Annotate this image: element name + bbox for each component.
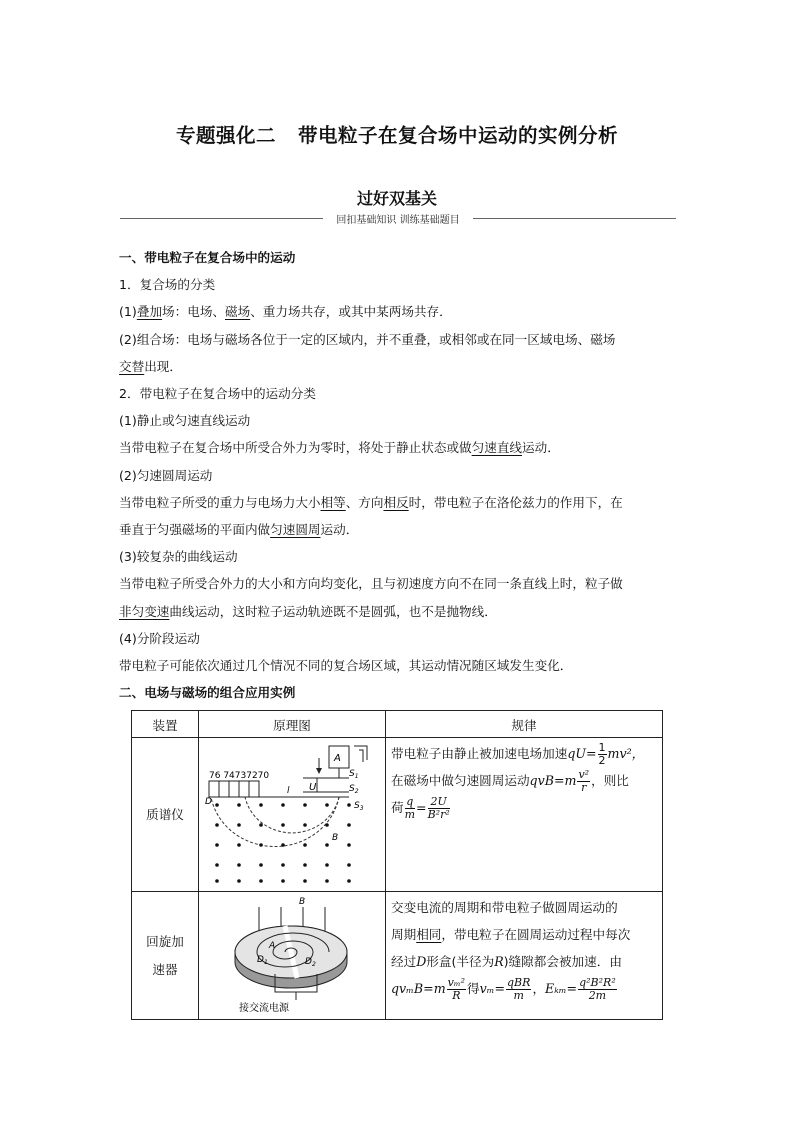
text: 出现． [144,358,182,374]
para-superposed-field [119,298,679,325]
s2-letter: S [349,784,355,794]
detector-scale [209,781,259,797]
law-line [391,921,658,948]
header-law: 规律 [386,711,663,738]
formula: R [494,954,504,969]
mass-spectrometer-diagram [199,738,386,892]
para-combined-field-1: (2)组合场：电场与磁场各位于一定的区域内，并不重叠，或相邻或在同一区域电场、磁场 [119,331,616,347]
s3-letter: S [354,801,360,811]
mass-spectrometer-law [386,738,663,892]
d1-letter: D [257,955,264,965]
denominator: r [581,781,587,794]
name-line: 速器 [152,961,178,977]
numerator: 2U [428,796,450,809]
d2-sub: 2 [311,961,316,968]
denominator: R [452,989,461,1002]
cyclotron-diagram [199,892,386,1020]
label-a: A [269,941,276,951]
s1-sub: 1 [354,773,359,780]
heading-1-1: 1．复合场的分类 [119,277,216,293]
text: )缝隙都会被加速．由 [503,954,622,969]
title-right: 带电粒子在复合场中运动的实例分析 [298,124,619,147]
text: 在磁场中做匀速圆周运动 [391,773,530,788]
denominator: m [513,989,524,1002]
examples-table [131,710,663,1020]
denominator: 2 [598,754,606,767]
text: 曲线运动，这时粒子运动轨迹既不是圆弧，也不是抛物线． [169,603,497,619]
heading-1-2: 2．带电粒子在复合场中的运动分类 [119,386,316,402]
underlined-term: 磁场 [225,304,251,320]
name-line: 回旋加 [146,933,184,949]
para-circular-1 [119,489,679,516]
law-line: 交变电流的周期和带电粒子做圆周运动的 [391,900,618,915]
fraction [447,977,466,1002]
heading-1: 一、带电粒子在复合场中的运动 [119,250,296,265]
underlined-term: 非匀变速 [119,603,170,619]
text: 垂直于匀强磁场的平面内做 [119,522,271,538]
underlined-term: 匀速圆周 [270,522,321,538]
mass-spectrometer-svg [199,738,385,888]
cyclotron-law [386,892,663,1020]
section-subtitle: 回扣基础知识 训练基础题目 [336,215,460,226]
text: 经过 [391,954,417,969]
section-title: 过好双基关 [356,189,437,208]
device-name: 质谱仪 [132,738,199,892]
numerator: q²B²R² [579,976,616,989]
label-l: l [287,786,290,796]
text: 、方向 [345,494,384,510]
para-curve-2 [119,598,679,625]
text: 周期 [391,927,417,942]
sub-heading-4: (4)分阶段运动 [119,630,200,646]
sub-heading-2: (2)匀速圆周运动 [119,467,213,483]
header-device: 装置 [132,711,199,738]
ac-caption: 接交流电源 [239,1003,289,1014]
formula: mv²， [607,746,645,761]
formula: qvB=m [529,773,577,788]
denominator: 2m [588,989,607,1002]
text: 当带电粒子所受的重力与电场力大小 [119,494,321,510]
law-line [391,767,658,794]
label-a: A [334,753,341,764]
text: 、重力场共存，或其中某两场共存． [250,304,452,320]
text: 带电粒子由静止被加速电场加速 [391,746,568,761]
label-d: D [205,797,212,807]
formula: qvₘB=m [391,981,446,996]
trajectory-inner [245,797,339,833]
arrow-head [316,768,322,774]
scale-labels: 76 74737270 [209,771,270,781]
text: 运动． [320,522,359,538]
para-circular-2 [119,516,679,543]
table-header-row [132,711,663,738]
heading-2: 二、电场与磁场的组合应用实例 [119,685,296,701]
para-stage: 带电粒子可能依次通过几个情况不同的复合场区域，其运动情况随区域发生变化． [119,658,573,674]
underlined-term: 相等 [320,494,346,510]
cyclotron-svg [199,892,385,1016]
formula: Eₖₘ= [545,981,578,996]
d2-letter: D [305,957,312,967]
formula: qU= [567,746,597,761]
label-s2 [349,784,359,795]
numerator: q [406,795,414,808]
sub-heading-1: (1)静止或匀速直线运动 [119,413,251,429]
text: 场：电场、 [162,304,225,320]
text: 荷 [391,800,404,815]
denominator: m [404,808,416,821]
text: 形盒(半径为 [426,954,495,969]
underlined-term: 相同 [416,927,442,942]
fraction [578,977,617,1002]
law-line [391,740,658,767]
fraction [598,742,607,767]
label-b: B [299,897,306,907]
formula: D [416,954,427,969]
s2-sub: 2 [354,788,359,795]
text: ，带电粒子在圆周运动过程中每次 [441,927,631,942]
underlined-term: 交替 [119,358,145,374]
equals: = [416,800,427,815]
underlined-term: 匀速直线 [471,440,522,456]
label-s1 [349,769,359,780]
text: ，则比 [591,773,629,788]
sub-heading-3: (3)较复杂的曲线运动 [119,549,238,565]
table-row-mass-spectrometer [132,738,663,892]
law-line [391,948,658,975]
numerator: vₘ² [447,976,466,989]
section-rule [120,211,676,225]
para-curve-1: 当带电粒子所受合外力的大小和方向均变化，且与初速度方向不在同一条直线上时，粒子做 [119,576,623,592]
text: 时，带电粒子在洛伦兹力的作用下，在 [408,494,623,510]
text: (1) [119,304,137,320]
underlined-term: 相反 [383,494,409,510]
text: 运动． [522,440,560,456]
underlined-term: 叠加 [136,304,163,320]
fraction [577,769,590,794]
law-line [391,975,658,1002]
gas-pipe [354,746,367,762]
table-row-cyclotron [132,892,663,1020]
numerator: 1 [598,741,606,754]
page-title [0,120,794,148]
body-content [119,244,679,706]
para-combined-field-2 [119,353,679,380]
numerator: qBR [507,976,531,989]
fraction [428,796,450,821]
label-s3 [354,801,364,812]
formula: vₘ= [479,981,506,996]
d1-sub: 1 [263,959,268,966]
label-b: B [332,833,339,843]
device-name [132,892,199,1020]
text: 得 [467,981,480,996]
label-u: U [309,782,317,793]
header-diagram: 原理图 [199,711,386,738]
trajectory-outer [211,797,339,847]
title-left: 专题强化二 [175,124,276,147]
denominator: B²r² [427,808,450,821]
para-static [119,434,679,461]
law-line [391,794,658,821]
s1-letter: S [349,769,355,779]
s3-sub: 3 [359,805,364,812]
text: 当带电粒子在复合场中所受合外力为零时，将处于静止状态或做 [119,440,472,456]
fraction [405,796,415,821]
text: ， [532,981,546,996]
numerator: v² [578,768,590,781]
fraction [506,977,531,1002]
rule-line-right [473,218,676,219]
